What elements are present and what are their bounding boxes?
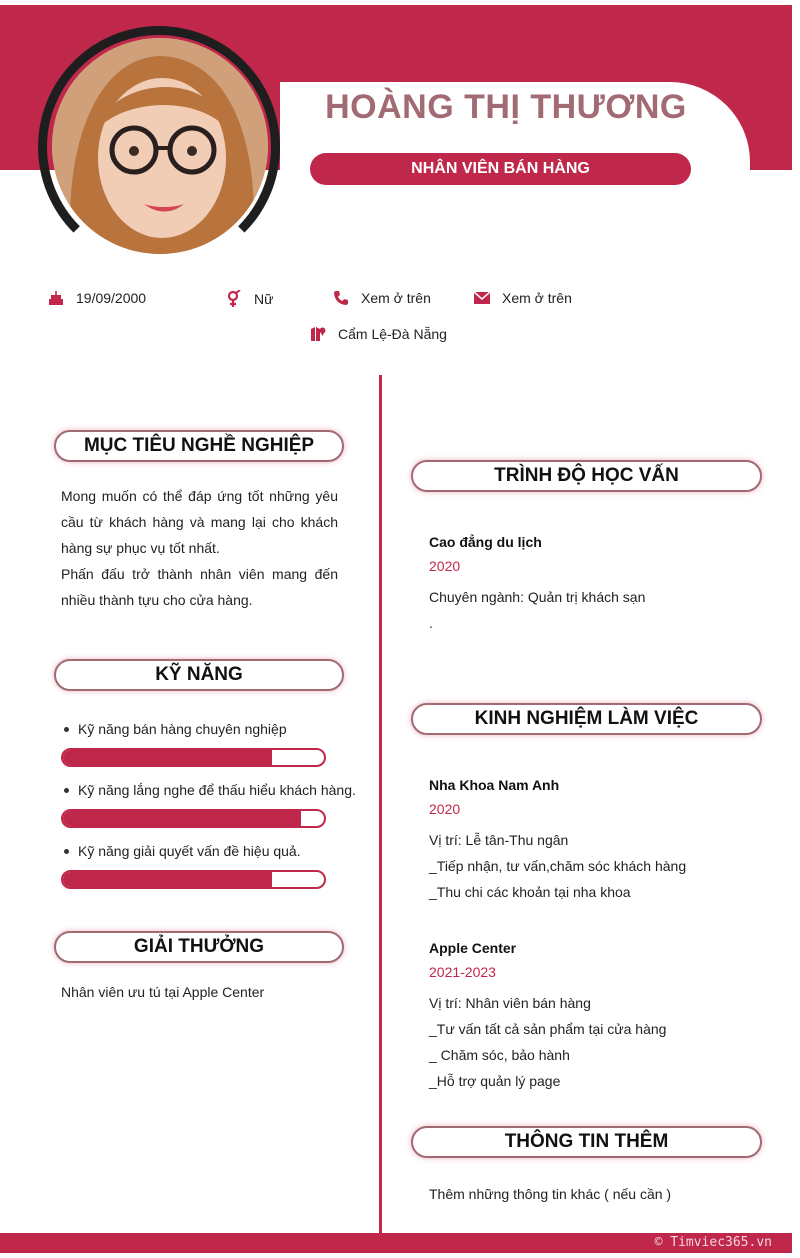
avatar [52,38,268,254]
birthday-text: 19/09/2000 [76,290,147,306]
bullet-icon [64,727,69,732]
job-line: Vị trí: Nhân viên bán hàng [429,995,591,1011]
objective-line: hàng sự phục vụ tốt nhất. [61,540,220,556]
skill-label: Kỹ năng lắng nghe để thấu hiểu khách hàng. [78,782,356,798]
extra-info-title: THÔNG TIN THÊM [411,1126,762,1158]
objective-title: MỤC TIÊU NGHỀ NGHIỆP [54,430,344,462]
job-year: 2021-2023 [429,964,496,980]
bullet-icon [64,849,69,854]
candidate-name: HOÀNG THỊ THƯƠNG [325,88,687,126]
column-divider [379,375,382,1233]
watermark: © Timviec365.vn [654,1235,772,1250]
skill-item [64,782,356,798]
map-pin-icon [310,326,326,342]
school-name: Cao đẳng du lịch [429,534,542,550]
gender-text: Nữ [254,291,274,307]
cake-icon [48,290,64,306]
job-line: _Thu chi các khoản tại nha khoa [429,884,631,900]
job-year: 2020 [429,801,461,817]
experience-title: KINH NGHIỆM LÀM VIỆC [411,703,762,735]
objective-line: cầu từ khách hàng và mang lại cho khách [61,514,338,530]
skill-item [64,843,301,859]
mail-icon [474,292,490,304]
contact-birthday [48,290,146,306]
objective-line: Mong muốn có thể đáp ứng tốt những yêu [61,488,338,504]
award-text: Nhân viên ưu tú tại Apple Center [61,984,265,1000]
contact-gender [226,290,273,308]
job-company: Apple Center [429,940,517,956]
job-line: Vị trí: Lễ tân-Thu ngân [429,832,569,848]
job-company: Nha Khoa Nam Anh [429,777,560,793]
education-note: . [429,615,433,631]
job-line: _Hỗ trợ quản lý page [429,1073,561,1089]
skill-bar [61,809,326,828]
contact-phone [333,290,431,306]
avatar-portrait-icon [52,38,268,254]
phone-text: Xem ở trên [361,290,431,306]
awards-title: GIẢI THƯỞNG [54,931,344,963]
objective-text [61,483,338,613]
skill-item [64,721,287,737]
skill-bar-fill [63,750,272,765]
email-text: Xem ở trên [502,290,572,306]
skill-bar [61,748,326,767]
bullet-icon [64,788,69,793]
job-line: _Tiếp nhận, tư vấn,chăm sóc khách hàng [429,858,687,874]
education-major: Chuyên ngành: Quản trị khách sạn [429,589,646,605]
skill-label: Kỹ năng giải quyết vấn đề hiệu quả. [78,843,301,859]
skill-bar-fill [63,811,301,826]
job-line: _ Chăm sóc, bảo hành [429,1047,570,1063]
gender-icon [226,290,242,308]
contact-email [474,290,572,306]
address-text: Cẩm Lệ-Đà Nẵng [338,326,447,342]
objective-line: Phấn đấu trở thành nhân viên mang đến [61,566,338,582]
education-title: TRÌNH ĐỘ HỌC VẤN [411,460,762,492]
job-line: _Tư vấn tất cả sản phẩm tại cửa hàng [429,1021,667,1037]
skills-title: KỸ NĂNG [54,659,344,691]
contact-address [310,326,447,342]
objective-line: nhiều thành tựu cho cửa hàng. [61,592,253,608]
skill-bar [61,870,326,889]
skill-bar-fill [63,872,272,887]
extra-info-text: Thêm những thông tin khác ( nếu cần ) [429,1186,672,1202]
position-title: NHÂN VIÊN BÁN HÀNG [310,153,691,185]
phone-icon [333,290,349,306]
education-year: 2020 [429,558,461,574]
skill-label: Kỹ năng bán hàng chuyên nghiệp [78,721,287,737]
